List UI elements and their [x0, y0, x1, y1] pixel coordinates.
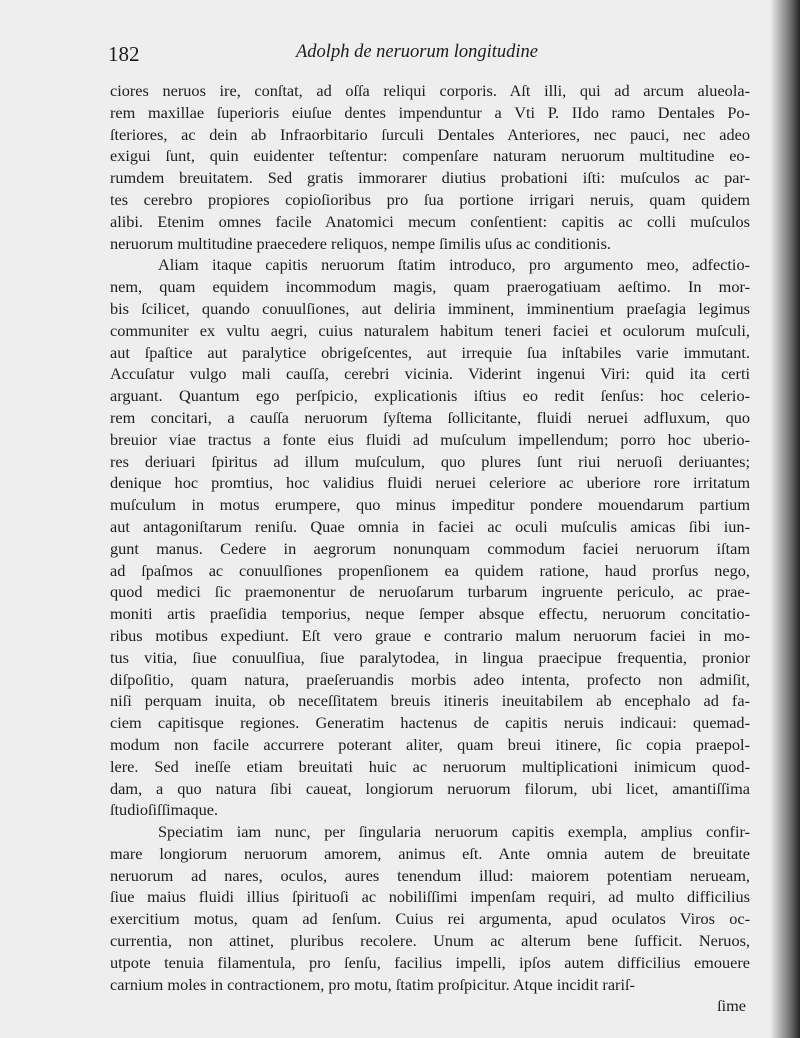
text-line: diſpoſitio, quam natura, praeſeruandis morbis adeo intenta, profecto non admiſit,: [110, 669, 750, 689]
text-line: modum non facile accurrere poterant aliter, quam breui itinere, ſic copia praepol-: [110, 734, 750, 754]
text-line: rumdem breuitatem. Sed gratis immorarer diutius probationi iſti: muſculos ac par-: [110, 168, 750, 188]
text-line: niſi perquam inuita, ob neceſſitatem breuis itineris ineuitabilem ab encephalo ad fa-: [110, 691, 750, 711]
text-line: rem maxillae ſuperioris eiuſue dentes impenduntur a Vti P. IIdo ramo Dentales Po-: [110, 102, 750, 122]
text-line: bis ſcilicet, quando conuulſiones, aut deliria imminent, imminentium praeſagia legimus: [110, 298, 750, 318]
text-line: res deriuari ſpiritus ad illum muſculum, quo plures ſunt riui neruoſi deriuantes;: [110, 451, 750, 471]
paragraph: [110, 821, 750, 995]
catchword: ſime: [717, 996, 746, 1016]
page-number: 182: [108, 42, 140, 66]
text-line: nem, quam equidem incommodum magis, quam praerogatiuam aeſtimo. In mor-: [110, 277, 750, 297]
text-line: mare longiorum neruorum amorem, animus eſt. Ante omnia autem de breuitate: [110, 843, 750, 863]
text-line: neruorum multitudine praecedere reliquos, nempe ſimilis uſus ac conditionis.: [110, 233, 611, 253]
text-line: moniti artis praeſidia temporius, neque ſemper absque effectu, neruorum concitatio-: [110, 604, 750, 624]
text-line: ciem capitisque regiones. Generatim hactenus de capitis neruis indicaui: quemad-: [110, 713, 750, 733]
text-line: currentia, non attinet, pluribus recolere. Unum ac alterum bene ſufficit. Neruos,: [110, 931, 750, 951]
text-line: ſteriores, ac dein ab Infraorbitario ſurculi Dentales Anteriores, nec pauci, nec adeo: [110, 124, 750, 144]
paragraph: [110, 80, 750, 254]
text-line: carnium moles in contractionem, pro motu, ſtatim proſpicitur. Atque incidit rariſ-: [110, 974, 635, 994]
text-line: gunt manus. Cedere in aegrorum nonunquam commodum faciei neruorum iſtam: [110, 538, 750, 558]
text-line: breuior viae tractus a fonte eius fluidi ad muſculum impellendum; porro hoc uberio-: [110, 429, 750, 449]
text-line: arguant. Quantum ego perſpicio, explicationis iſtius eo redit ſenſus: hoc celerio-: [110, 386, 750, 406]
text-line: ciores neruos ire, conſtat, ad oſſa reliqui corporis. Aſt illi, qui ad arcum alueola-: [110, 81, 750, 100]
text-line: denique hoc promtius, hoc validius fluidi neruei celeriore ac uberiore rore irritatum: [110, 473, 750, 493]
text-line: ſtudioſiſſimaque.: [110, 800, 219, 820]
body-text: [110, 80, 750, 1017]
text-line: ad ſpaſmos ac conuulſiones propenſionem ea quidem ratione, haud prorſus nego,: [110, 560, 750, 580]
text-line: tes cerebro propiores copioſioribus pro ſua portione irrigari neruis, quam quidem: [110, 189, 750, 209]
text-line: neruorum ad nares, oculos, aures tenendum illud: maiorem potentiam nerueam,: [110, 865, 750, 885]
text-line: communiter ex vultu aegri, cuius naturalem habitum teneri faciei et oculorum muſculi,: [110, 320, 750, 340]
text-line: quod medici ſic praemonentur de neruoſarum turbarum ingruente periculo, ac prae-: [110, 582, 750, 602]
binding-shadow: [770, 0, 800, 1038]
text-line: rem concitari, a cauſſa neruorum ſyſtema ſollicitante, fluidi neruei adfluxum, quo: [110, 407, 750, 427]
text-line: ribus motibus expediunt. Eſt vero graue e contrario malum neruorum faciei in mo-: [110, 625, 750, 645]
text-line: ſiue maius fluidi illius ſpirituoſi ac nobiliſſimi impenſam requiri, ad multo difficilius: [110, 887, 750, 907]
running-title: Adolph de neruorum longitudine: [296, 42, 539, 62]
text-line: Speciatim iam nunc, per ſingularia neruorum capitis exempla, amplius confir-: [158, 822, 750, 842]
page-header: [108, 40, 742, 68]
text-line: aut ſpaſtice aut paralytice obrigeſcentes, aut irrequie ſua inſtabiles varie immutant.: [110, 342, 750, 362]
text-line: lere. Sed ineſſe etiam breuitati huic ac neruorum multiplicationi inimicum quod-: [110, 756, 750, 776]
text-line: muſculum in motus erumpere, quo minus impeditur pondere mouendarum partium: [110, 495, 750, 515]
text-line: dam, a quo natura ſibi caueat, longiorum neruorum filorum, ubi licet, amantiſſima: [110, 778, 750, 798]
text-line: Accuſatur vulgo mali cauſſa, cerebri vicinia. Viderint ingenui Viri: quid ita certi: [110, 364, 750, 384]
text-line: alibi. Etenim omnes facile Anatomici mecum conſentient: capitis ac colli muſculos: [110, 211, 750, 231]
text-line: tus vitia, ſiue conuulſiua, ſiue paralytodea, in lingua praecipue frequentia, pronior: [110, 647, 750, 667]
text-line: utpote tenuia filamentula, pro ſenſu, facilius impelli, ipſos autem difficilius emouere: [110, 952, 750, 972]
text-line: aut antagoniſtarum reniſu. Quae omnia in faciei ac oculi muſculis amicas ſibi iun-: [110, 516, 750, 536]
text-line: Aliam itaque capitis neruorum ſtatim introduco, pro argumento meo, adfectio-: [158, 255, 750, 275]
paragraph: [110, 254, 750, 821]
text-line: exercitium motus, quam ad ſenſum. Cuius rei argumenta, apud oculatos Viros oc-: [110, 909, 750, 929]
text-line: exigui ſunt, quin euidenter teſtentur: compenſare naturam neruorum multitudine eo-: [110, 146, 750, 166]
